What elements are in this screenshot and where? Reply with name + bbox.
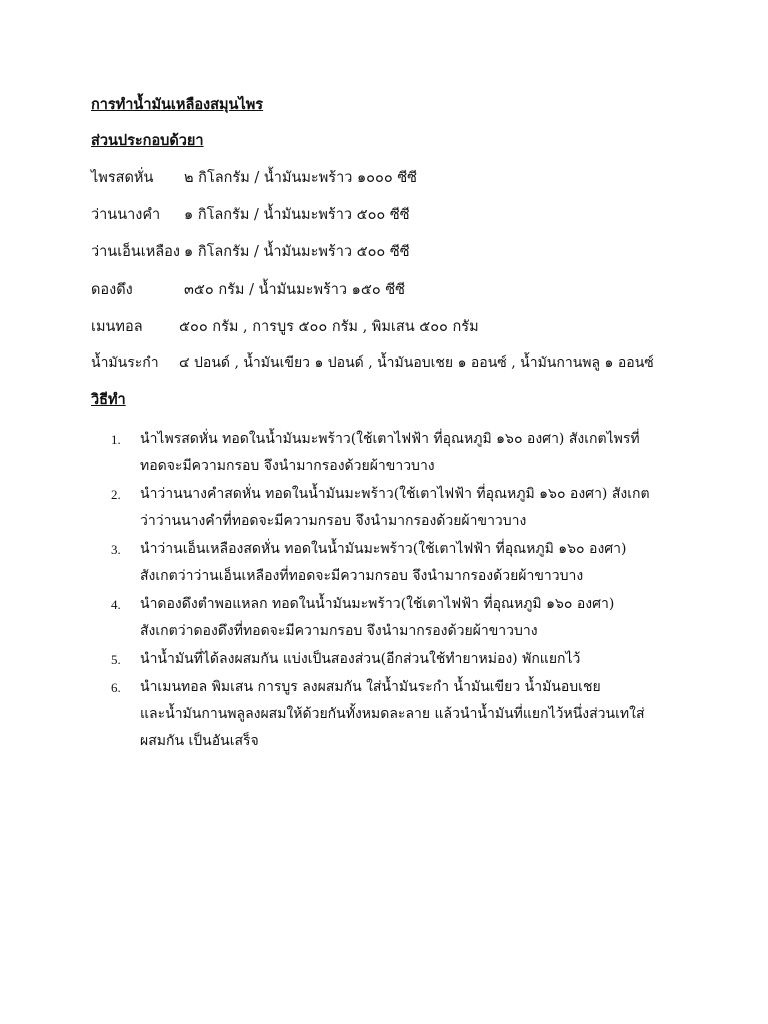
- ingredients-heading: ส่วนประกอบด้วยา: [91, 132, 204, 149]
- ingredient-name: น้ำมันระกำ: [91, 355, 159, 371]
- method-step: [111, 481, 711, 535]
- step-text-line: นำน้ำมันที่ได้ลงผสมกัน แบ่งเป็นสองส่วน(อีกส่วนใช้ทำยาหม่อง) พักแยกไว้: [140, 651, 581, 667]
- step-text-line: ว่าว่านนางคำที่ทอดจะมีความกรอบ จึงนำมากรองด้วยผ้าขาวบาง: [140, 513, 527, 529]
- ingredient-name: ดองดึง: [91, 282, 133, 298]
- method-step: [111, 674, 711, 755]
- ingredient-name: เมนทอล: [91, 319, 143, 335]
- document-title: การทำน้ำมันเหลืองสมุนไพร: [91, 96, 264, 113]
- step-number: 3.: [111, 542, 121, 557]
- step-text-line: สังเกตว่าว่านเอ็นเหลืองที่ทอดจะมีความกรอบ จึงนำมากรองด้วยผ้าขาวบาง: [140, 568, 584, 584]
- step-text-line: นำเมนทอล พิมเสน การบูร ลงผสมกัน ใส่น้ำมันระกำ น้ำมันเขียว น้ำมันอบเชย: [140, 679, 601, 695]
- ingredient-detail: ๓๕๐ กรัม / น้ำมันมะพร้าว ๑๕๐ ซีซี: [184, 282, 406, 298]
- ingredient-detail: ๒ กิโลกรัม / น้ำมันมะพร้าว ๑๐๐๐ ซีซี: [184, 170, 418, 186]
- step-text-line: นำว่านเอ็นเหลืองสดหั่น ทอดในน้ำมันมะพร้าว(ใช้เตาไฟฟ้า ที่อุณหภูมิ ๑๖๐ องศา): [140, 541, 627, 557]
- ingredient-detail: ๑ กิโลกรัม / น้ำมันมะพร้าว ๕๐๐ ซีซี: [184, 244, 410, 260]
- step-number: 1.: [111, 432, 121, 447]
- step-number: 2.: [111, 487, 121, 502]
- method-step: [111, 591, 711, 645]
- step-text-line: สังเกตว่าดองดึงที่ทอดจะมีความกรอบ จึงนำมากรองด้วยผ้าขาวบาง: [140, 623, 538, 639]
- method-heading: วิธีทำ: [91, 391, 126, 408]
- ingredient-name: ว่านนางคำ: [91, 207, 161, 223]
- step-text-line: และน้ำมันกานพลูลงผสมให้ด้วยกันทั้งหมดละลาย แล้วนำน้ำมันที่แยกไว้หนึ่งส่วนเทใส่: [140, 706, 645, 722]
- step-text-line: นำไพรสดหั่น ทอดในน้ำมันมะพร้าว(ใช้เตาไฟฟ้า ที่อุณหภูมิ ๑๖๐ องศา) สังเกตไพรที่: [140, 431, 640, 447]
- ingredient-detail: ๑ กิโลกรัม / น้ำมันมะพร้าว ๕๐๐ ซีซี: [184, 207, 410, 223]
- step-number: 4.: [111, 597, 121, 612]
- step-text-line: นำว่านนางคำสดหั่น ทอดในน้ำมันมะพร้าว(ใช้เตาไฟฟ้า ที่อุณหภูมิ ๑๖๐ องศา) สังเกต: [140, 486, 650, 502]
- ingredient-detail: ๔ ปอนด์ , น้ำมันเขียว ๑ ปอนด์ , น้ำมันอบเชย ๑ ออนซ์ , น้ำมันกานพลู ๑ ออนซ์: [179, 355, 654, 371]
- method-step: [111, 646, 711, 673]
- ingredient-name: ว่านเอ็นเหลือง: [91, 244, 180, 260]
- step-number: 5.: [111, 652, 121, 667]
- step-text-line: นำดองดึงตำพอแหลก ทอดในน้ำมันมะพร้าว(ใช้เตาไฟฟ้า ที่อุณหภูมิ ๑๖๐ องศา): [140, 596, 615, 612]
- ingredient-name: ไพรสดหั่น: [91, 170, 154, 186]
- ingredient-detail: ๕๐๐ กรัม , การบูร ๕๐๐ กรัม , พิมเสน ๕๐๐ กรัม: [179, 319, 479, 335]
- step-text-line: ทอดจะมีความกรอบ จึงนำมากรองด้วยผ้าขาวบาง: [140, 458, 435, 474]
- method-step: [111, 426, 711, 480]
- method-steps-list: [111, 426, 711, 756]
- step-text-line: ผสมกัน เป็นอันเสร็จ: [140, 733, 259, 749]
- step-number: 6.: [111, 680, 121, 695]
- method-step: [111, 536, 711, 590]
